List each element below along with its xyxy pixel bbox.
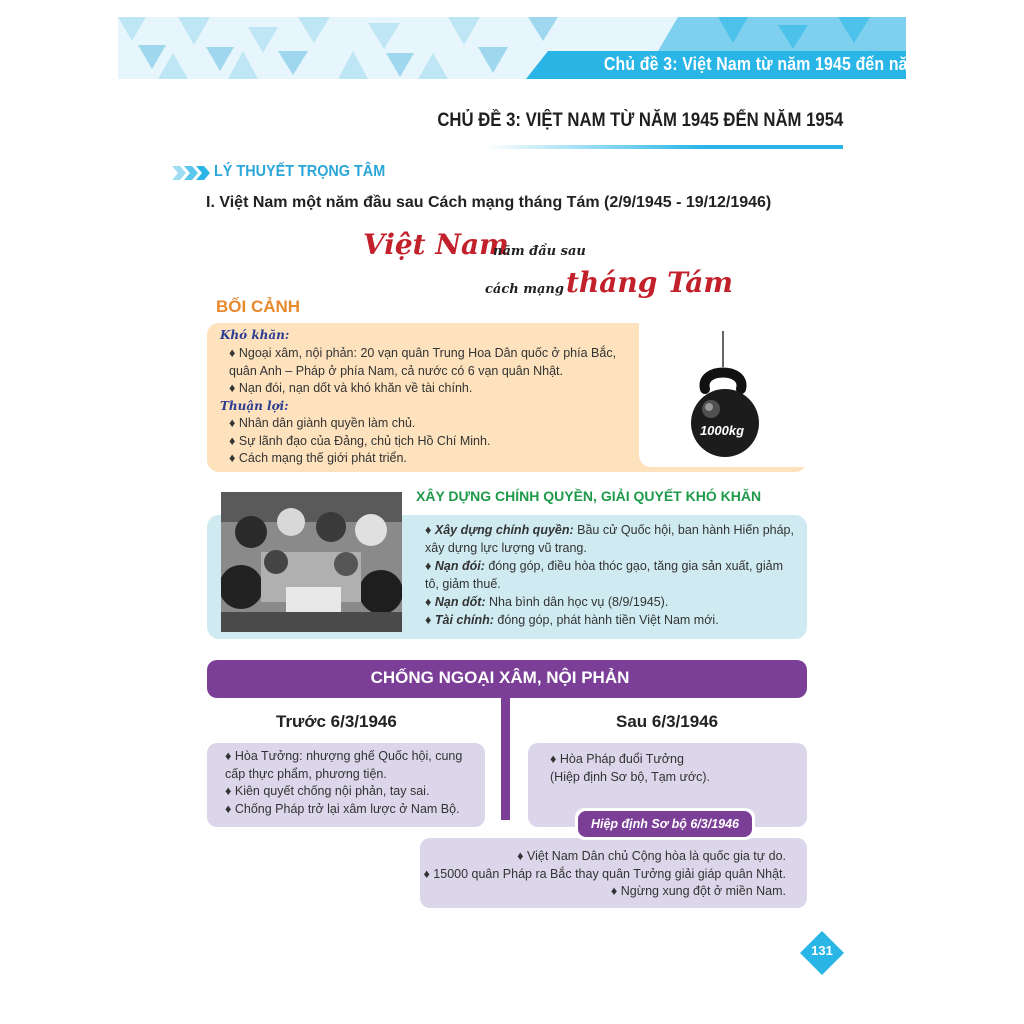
- page-number: 131: [811, 943, 833, 958]
- weight-label: 1000kg: [699, 423, 745, 438]
- list-item: ♦ Nạn dốt: Nha bình dân học vụ (8/9/1945).: [425, 595, 669, 609]
- build-list: [425, 521, 795, 629]
- list-item: ♦ Xây dựng chính quyền: Bầu cử Quốc hội, ban hành Hiến pháp, xây dựng lực lượng vũ trang.: [425, 523, 794, 555]
- after-title: Sau 6/3/1946: [616, 712, 719, 731]
- item-text: đóng góp, điều hòa thóc gạo, tăng gia sản xuất, giảm tô, giảm thuế.: [425, 559, 783, 591]
- list-item: ♦ Việt Nam Dân chủ Cộng hòa là quốc gia tự do.: [517, 849, 786, 863]
- weight-illustration: [639, 323, 807, 467]
- list-item: ♦ Nạn đói, nạn dốt và khó khăn về tài chính.: [229, 381, 473, 395]
- fight-title: CHỐNG NGOẠI XÂM, NỘI PHẢN: [370, 668, 630, 687]
- item-term: Tài chính:: [434, 613, 494, 627]
- section-heading: LÝ THUYẾT TRỌNG TÂM: [214, 163, 386, 180]
- title-underline: [486, 145, 843, 149]
- list-item: ♦ Sự lãnh đạo của Đảng, chủ tịch Hồ Chí Minh.: [229, 433, 491, 448]
- item-text: đóng góp, phát hành tiền Việt Nam mới.: [493, 613, 719, 627]
- list-item: ♦ Hòa Pháp đuổi Tưởng: [550, 752, 684, 766]
- kettlebell-icon: [639, 323, 807, 467]
- list-item: ♦ Chống Pháp trở lại xâm lược ở Nam Bộ.: [225, 801, 460, 816]
- page-title: CHỦ ĐỀ 3: VIỆT NAM TỪ NĂM 1945 ĐẾN NĂM 1954: [437, 110, 843, 131]
- item-text: Nha bình dân học vụ (8/9/1945).: [485, 595, 669, 609]
- triple-chevron-icon: [172, 166, 212, 180]
- list-item: (Hiệp định Sơ bộ, Tạm ước).: [550, 769, 711, 784]
- build-heading: XÂY DỰNG CHÍNH QUYỀN, GIẢI QUYẾT KHÓ KHĂN: [416, 488, 762, 504]
- context-heading: BỐI CẢNH: [216, 297, 301, 316]
- list-item: ♦ Kiên quyết chống nội phản, tay sai.: [225, 784, 430, 798]
- before-title: Trước 6/3/1946: [276, 712, 397, 731]
- list-item: ♦ Ngừng xung đột ở miền Nam.: [610, 884, 786, 898]
- after-list: [550, 751, 800, 786]
- list-item: ♦ Cách mạng thế giới phát triển.: [229, 451, 407, 465]
- item-term: Xây dựng chính quyền:: [434, 523, 574, 537]
- list-item: ♦ Ngoại xâm, nội phản: 20 vạn quân Trung Hoa Dân quốc ở phía Bắc, quân Anh – Pháp ở phía Nam, cả nước có 6 vạn quân Nhật.: [229, 346, 617, 378]
- item-term: Nạn đói:: [434, 559, 485, 573]
- decorative-title-big-2: tháng Tám: [566, 266, 734, 299]
- agreement-list: [420, 848, 786, 901]
- difficulties-label: Khó khăn:: [220, 328, 290, 342]
- historical-photo: [221, 492, 402, 632]
- list-item: ♦ Tài chính: đóng góp, phát hành tiền Việt Nam mới.: [425, 613, 719, 627]
- header-chapter-label: Chủ đề 3: Việt Nam từ năm 1945 đến năm 1954: [603, 54, 962, 74]
- decorative-title-big-1: Việt Nam: [363, 228, 509, 261]
- list-item: ♦ Hòa Tưởng: nhượng ghế Quốc hội, cung cấp thực phẩm, phương tiện.: [225, 749, 463, 781]
- item-term: Nạn dốt:: [434, 595, 486, 609]
- timeline-divider: [501, 698, 510, 820]
- list-item: ♦ Nhân dân giành quyền làm chủ.: [229, 416, 416, 430]
- advantages-label: Thuận lợi:: [220, 399, 289, 413]
- agreement-label: Hiệp định Sơ bộ 6/3/1946: [578, 811, 752, 837]
- before-list: [225, 748, 480, 818]
- list-item: ♦ Nạn đói: đóng góp, điều hòa thóc gạo, tăng gia sản xuất, giảm tô, giảm thuế.: [425, 559, 783, 591]
- subheading: I. Việt Nam một năm đầu sau Cách mạng tháng Tám (2/9/1945 - 19/12/1946): [206, 194, 772, 211]
- crowd-photo-image: [221, 492, 402, 632]
- difficulties-list: [229, 345, 639, 398]
- decorative-title-small-2: cách mạng: [485, 282, 564, 297]
- decorative-title-small-1: năm đầu sau: [493, 244, 586, 259]
- advantages-list: [229, 415, 629, 468]
- item-text: Bầu cử Quốc hội, ban hành Hiến pháp, xây dựng lực lượng vũ trang.: [425, 523, 794, 555]
- list-item: ♦ 15000 quân Pháp ra Bắc thay quân Tưởng giải giáp quân Nhật.: [423, 866, 786, 881]
